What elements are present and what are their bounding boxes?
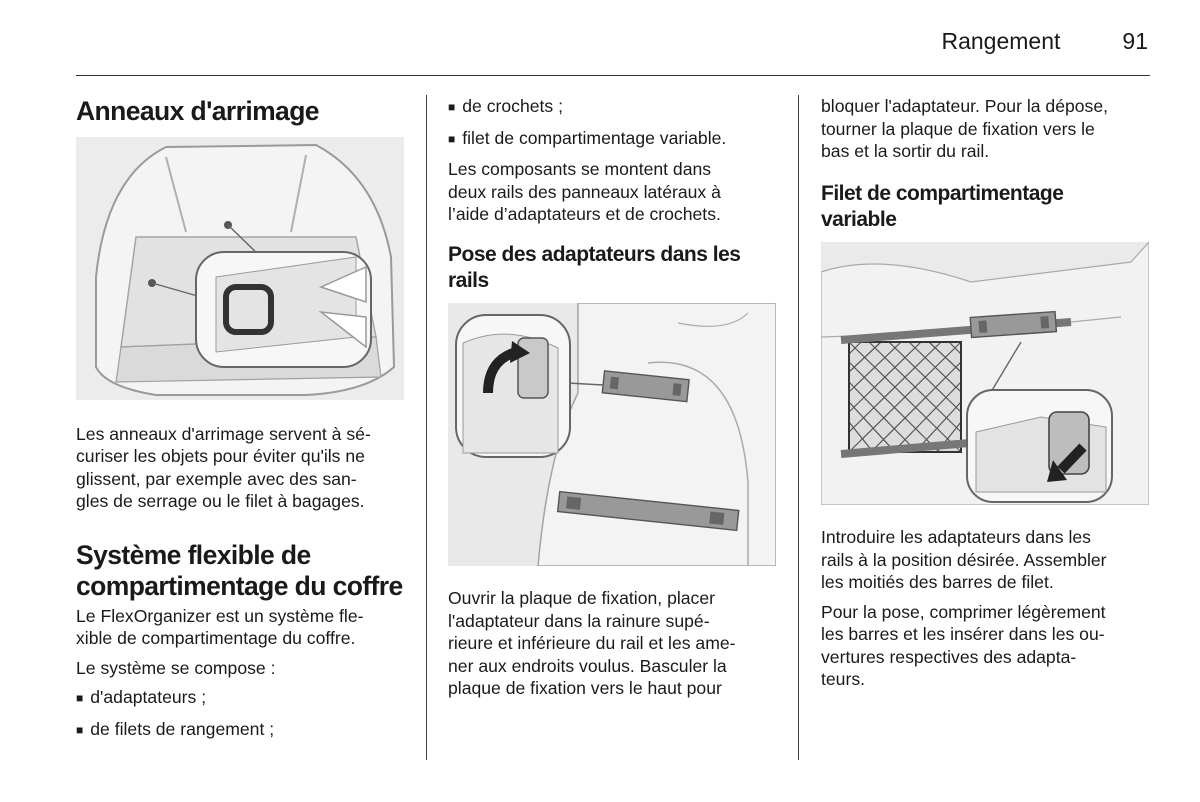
heading-line: compartimentage du coffre — [76, 570, 403, 601]
paragraph-flexorganizer — [76, 605, 404, 650]
heading-line: Pose des adaptateurs dans les — [448, 242, 741, 266]
text-line: gles de serrage ou le filet à bagages. — [76, 491, 365, 512]
text-line: rails à la position désirée. Assembler — [821, 549, 1107, 570]
paragraph-pose-barres — [821, 601, 1153, 691]
paragraph-bloquer — [821, 95, 1153, 163]
paragraph-composants — [448, 158, 778, 226]
heading-anneaux: Anneaux d'arrimage — [76, 96, 319, 126]
bullet-item: ■ de filets de rangement ; — [76, 718, 404, 743]
figure-adapter-rails — [448, 303, 776, 566]
heading-filet — [821, 181, 1153, 234]
text-line: deux rails des panneaux latéraux à — [448, 181, 721, 202]
figure-variable-net — [821, 242, 1149, 505]
text-line: bas et la sortir du rail. — [821, 141, 990, 161]
text-line: tourner la plaque de fixation vers le — [821, 118, 1095, 139]
text-line: curiser les objets pour éviter qu'ils ne — [76, 446, 365, 467]
text-line: les moitiés des barres de filet. — [821, 572, 1054, 592]
heading-systeme — [76, 540, 404, 602]
text-line: rieure et inférieure du rail et les ame- — [448, 633, 736, 653]
text-line: Pour la pose, comprimer légèrement — [821, 601, 1106, 622]
column-divider-2 — [798, 95, 799, 760]
text-line: Introduire les adaptateurs dans les — [821, 527, 1091, 547]
section-title: Rangement — [941, 28, 1061, 54]
page-number: 91 — [1122, 28, 1148, 54]
paragraph-ouvrir — [448, 587, 778, 700]
text-line: bloquer l'adaptateur. Pour la dépose, — [821, 96, 1109, 116]
text-line: plaque de fixation vers le haut pour — [448, 678, 722, 698]
column-1 — [76, 92, 404, 742]
text-line: Les composants se montent dans — [448, 159, 712, 179]
heading-pose — [448, 242, 778, 295]
column-divider-1 — [426, 95, 427, 760]
text-line: teurs. — [821, 669, 866, 689]
header-rule — [76, 75, 1150, 76]
bullet-item: ■ d'adaptateurs ; — [76, 686, 404, 711]
text-line: Le FlexOrganizer est un système fle- — [76, 605, 364, 626]
paragraph-compose: Le système se compose : — [76, 657, 276, 678]
column-3 — [821, 92, 1153, 691]
text-line: ner aux endroits voulus. Basculer la — [448, 655, 727, 676]
text-line: vertures respectives des adapta- — [821, 646, 1077, 667]
paragraph-anneaux — [76, 423, 404, 513]
text-line: xible de compartimentage du coffre. — [76, 628, 356, 649]
bullet-item: ■ filet de compartimentage variable. — [448, 127, 778, 152]
text-line: l’aide d’adaptateurs et de crochets. — [448, 204, 721, 224]
heading-line: variable — [821, 207, 897, 231]
heading-line: Filet de compartimentage — [821, 181, 1064, 205]
paragraph-introduire — [821, 526, 1153, 594]
text-line: Ouvrir la plaque de fixation, placer — [448, 588, 715, 608]
running-header — [941, 28, 1148, 55]
figure-tie-down-rings — [76, 137, 404, 400]
bullet-item: ■ de crochets ; — [448, 95, 778, 120]
text-line: glissent, par exemple avec des san- — [76, 468, 357, 489]
text-line: Les anneaux d'arrimage servent à sé- — [76, 423, 371, 444]
text-line: l'adaptateur dans la rainure supé- — [448, 610, 710, 631]
heading-line: Système flexible de — [76, 539, 311, 570]
column-2 — [448, 92, 778, 700]
text-line: les barres et les insérer dans les ou- — [821, 624, 1105, 644]
heading-line: rails — [448, 268, 489, 292]
